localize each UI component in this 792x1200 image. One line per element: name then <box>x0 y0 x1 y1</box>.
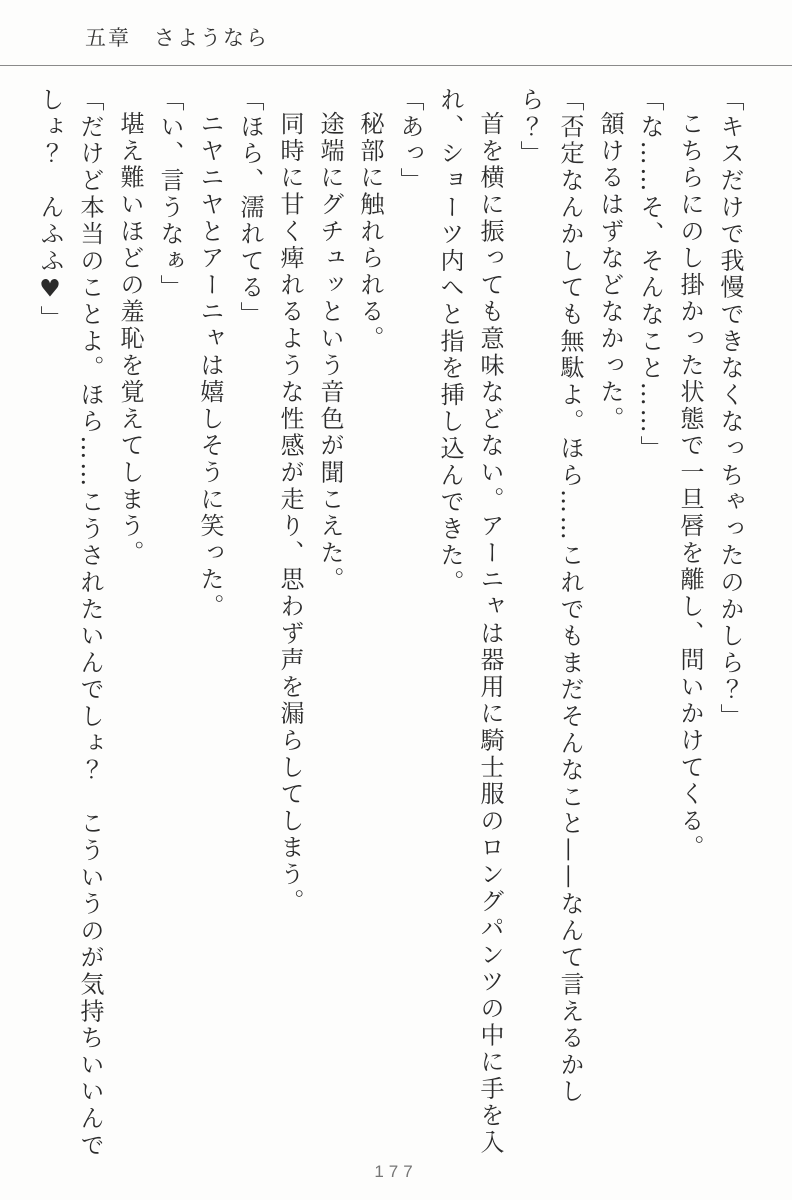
paragraph: 同時に甘く痺れるような性感が走り、思わず声を漏らしてしまう。 <box>276 111 304 915</box>
paragraph: 「な……そ、そんなこと……」 <box>636 87 664 463</box>
paragraph: 「だけど本当のことよ。ほら……こうされたいんでしょ？ こういうのが気持ちいいんでしょ？ んふふ♥」 <box>36 87 104 1159</box>
paragraph: 秘部に触れられる。 <box>356 111 384 353</box>
paragraph: 「ほら、濡れてる」 <box>236 87 264 329</box>
header-divider-rule <box>0 65 792 66</box>
page-number: 177 <box>374 1162 418 1181</box>
paragraph: 「い、言うなぁ」 <box>156 87 184 302</box>
paragraph: 堪え難いほどの羞恥を覚えてしまう。 <box>116 111 144 567</box>
paragraph: 頷けるはずなどなかった。 <box>596 111 624 433</box>
paragraph: ニヤニヤとアーニャは嬉しそうに笑った。 <box>196 111 224 621</box>
paragraph: 首を横に振っても意味などない。アーニャは器用に騎士服のロングパンツの中に手を入れ、ショーツ内へと指を挿し込んできた。 <box>436 87 504 1157</box>
chapter-heading: 五章 さようなら <box>85 26 269 50</box>
paragraph: 「あっ」 <box>396 87 424 195</box>
paragraph: 途端にグチュッという音色が聞こえた。 <box>316 111 344 594</box>
paragraph: 「否定なんかしても無駄よ。ほら……これでもまだそんなこと——なんて言えるかしら？」 <box>516 87 584 1106</box>
paragraph: 「キスだけで我慢できなくなっちゃったのかしら？」 <box>716 87 744 731</box>
paragraph: こちらにのし掛かった状態で一旦唇を離し、問いかけてくる。 <box>676 111 704 862</box>
text-body <box>30 87 750 1160</box>
